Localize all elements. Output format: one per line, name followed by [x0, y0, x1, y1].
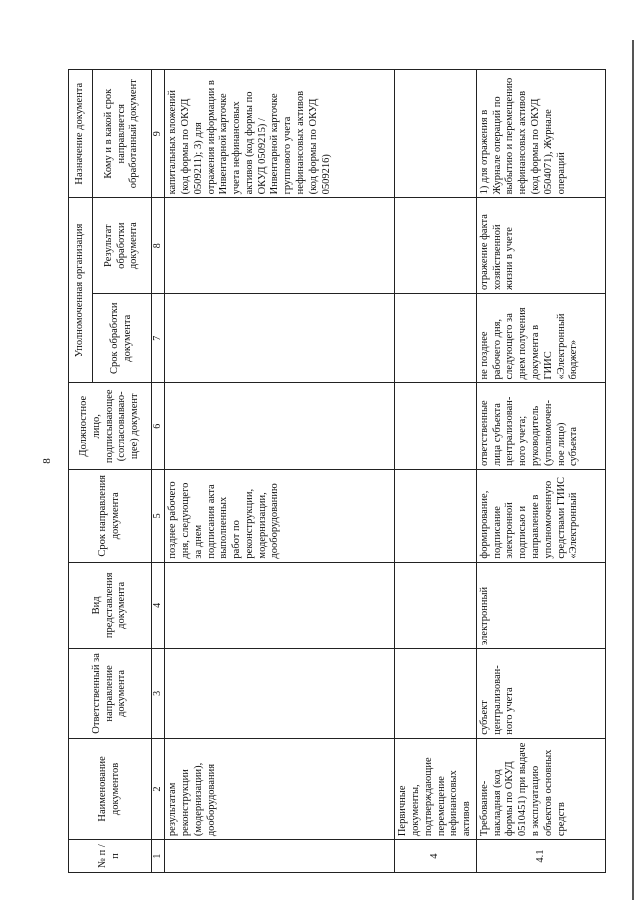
table-row [165, 70, 395, 873]
cell-processing-result [395, 198, 477, 294]
cell-deadline: позднее рабочего дня, следующего за днем подписания акта выполненных работ по реконструкции, модернизации, дооборудованию [165, 470, 395, 563]
header-processing-result: Результат обработки документа [93, 198, 152, 294]
header-deadline: Срок направления документа [69, 470, 152, 563]
cell-responsible [165, 649, 395, 739]
row-number: 4.1 [476, 840, 605, 873]
header-doc-name: Наименование документов [69, 738, 152, 839]
cell-recipient: капитальных вложений (код формы по ОКУД 0509211); 3) для отражения информации в Инвентарной карточке учета нефинансовых активов (код формы по ОКУД 0509215) / Инвентарной карточке группового учета нефинансовых активов (код формы по ОКУД 0509216) [165, 70, 395, 198]
column-index-row [151, 70, 164, 873]
cell-processing-result [165, 198, 395, 294]
cell-form [395, 562, 477, 649]
cell-doc-name: Первичные документы, подтверждающие перемещение нефинансовых активов [395, 738, 477, 839]
header-destination: Назначение документа [69, 70, 93, 198]
column-index: 2 [151, 738, 164, 839]
row-number [165, 840, 395, 873]
cell-processing-term: не позднее рабочего дня, следующего за днем получения документа в ГИИС «Электронный бюджет» [476, 293, 605, 383]
column-index: 6 [151, 383, 164, 470]
header-official: Должностное лицо, подписывающее (согласовываю-щее) документ [69, 383, 152, 470]
header-responsible: Ответственный за направление документа [69, 649, 152, 739]
cell-form: электронный [476, 562, 605, 649]
cell-doc-name: результатам реконструкции (модернизации), дооборудования [165, 738, 395, 839]
column-index: 9 [151, 70, 164, 198]
cell-deadline: формирование, подписание электронной подписью и направление в уполномоченную средствами ГИИС «Электронный [476, 470, 605, 563]
rotated-table-container [68, 69, 606, 873]
cell-recipient [395, 70, 477, 198]
cell-processing-result: отражение факта хозяйственной жизни в учете [476, 198, 605, 294]
column-index: 3 [151, 649, 164, 739]
header-processing-term: Срок обработки документа [93, 293, 152, 383]
header-row-1 [69, 70, 93, 873]
cell-processing-term [395, 293, 477, 383]
header-form: Вид представления документа [69, 562, 152, 649]
header-organization: Уполномоченная организация [69, 198, 93, 383]
cell-doc-name: Требование-накладная (код формы по ОКУД 0510451) при выдаче в эксплуатацию объектов основных средств [476, 738, 605, 839]
header-number: № п / п [69, 840, 152, 873]
document-table [68, 69, 606, 873]
column-index: 4 [151, 562, 164, 649]
column-index: 1 [151, 840, 164, 873]
page-number: 8 [40, 458, 53, 464]
header-recipient: Кому и в какой срок направляется обработанный документ [93, 70, 152, 198]
cell-form [165, 562, 395, 649]
cell-processing-term [165, 293, 395, 383]
table-row [395, 70, 477, 873]
scan-edge [632, 40, 634, 900]
cell-deadline [395, 470, 477, 563]
cell-official: ответственные лица субъекта централизован-ного учета; руководитель (уполномочен-ное лицо) субъекта [476, 383, 605, 470]
cell-responsible: субъект централизован-ного учета [476, 649, 605, 739]
column-index: 8 [151, 198, 164, 294]
cell-official [165, 383, 395, 470]
cell-recipient: 1) для отражения в Журнале операций по выбытию и перемещению нефинансовых активов (код формы по ОКУД 0504071), Журнале операций [476, 70, 605, 198]
row-number: 4 [395, 840, 477, 873]
column-index: 7 [151, 293, 164, 383]
column-index: 5 [151, 470, 164, 563]
cell-responsible [395, 649, 477, 739]
cell-official [395, 383, 477, 470]
table-row [476, 70, 605, 873]
